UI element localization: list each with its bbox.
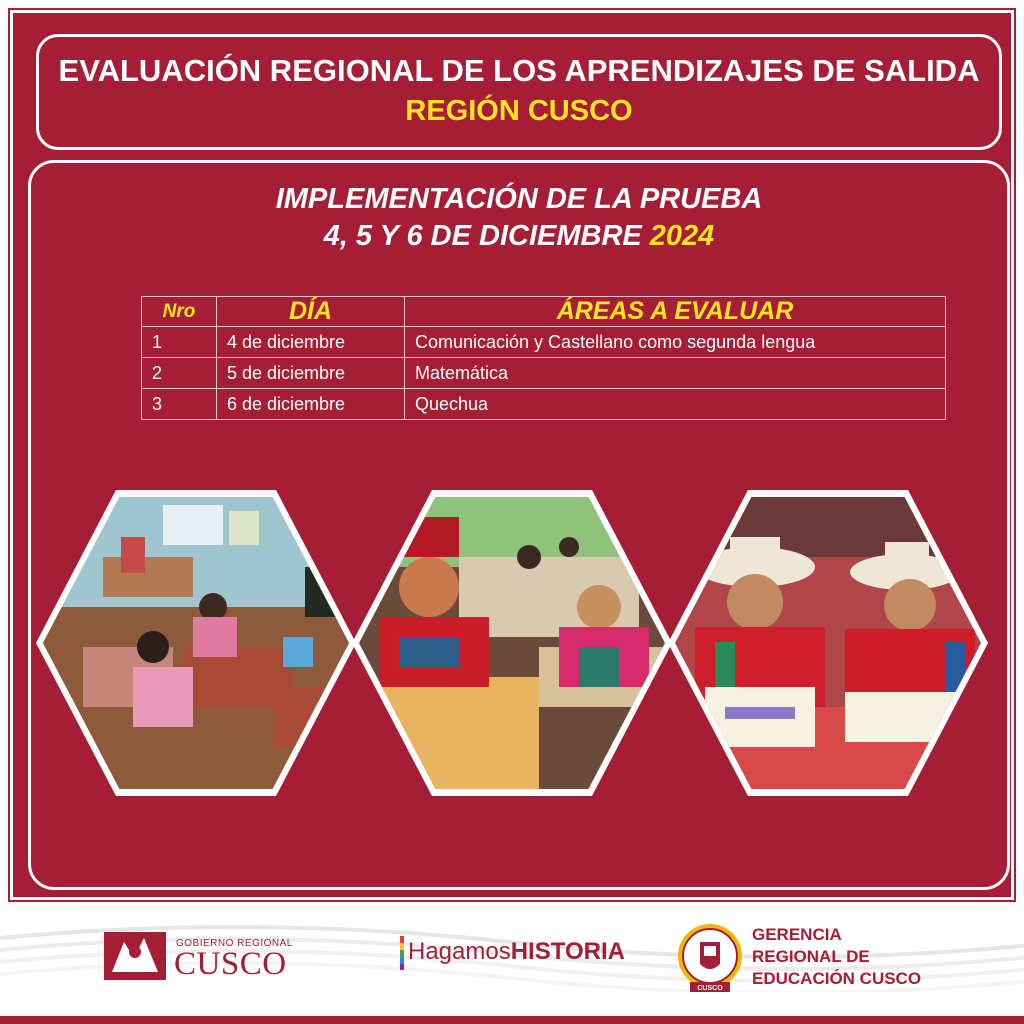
schedule-table (141, 296, 946, 420)
row-area: Matemática (405, 358, 946, 389)
historia-label: HISTORIA (510, 938, 625, 965)
schedule-header-dia: DÍA (217, 297, 405, 327)
table-row (142, 358, 946, 389)
cusco-emblem-icon (104, 928, 166, 984)
hagamos-label: Hagamos (408, 938, 511, 965)
row-nro: 2 (142, 358, 217, 389)
gerencia-seal-icon (676, 922, 744, 994)
hagamos-historia-text (408, 938, 625, 966)
row-dia: 6 de diciembre (217, 389, 405, 420)
schedule-header-areas: ÁREAS A EVALUAR (405, 297, 946, 327)
gobierno-regional-logo (104, 928, 304, 988)
gobierno-cusco-label: CUSCO (174, 946, 287, 982)
row-nro: 3 (142, 389, 217, 420)
gerencia-line-2: REGIONAL DE (752, 947, 870, 966)
schedule-header-row (142, 297, 946, 327)
seal-cusco-text: CUSCO (697, 985, 723, 992)
header-title: EVALUACIÓN REGIONAL DE LOS APRENDIZAJES DE SALIDA (58, 53, 980, 88)
implementation-dates-text: 4, 5 Y 6 DE DICIEMBRE (323, 220, 650, 252)
header-banner (36, 34, 1002, 150)
row-dia: 5 de diciembre (217, 358, 405, 389)
gerencia-regional-logo (676, 922, 946, 1002)
rainbow-bar-icon (400, 936, 404, 970)
gerencia-line-3: EDUCACIÓN CUSCO (752, 969, 922, 988)
implementation-year: 2024 (649, 220, 715, 252)
gerencia-line-1: GERENCIA (752, 925, 842, 944)
row-dia: 4 de diciembre (217, 327, 405, 358)
gobierno-regional-label: GOBIERNO REGIONAL (176, 938, 293, 949)
table-row (142, 389, 946, 420)
table-row (142, 327, 946, 358)
header-subtitle: REGIÓN CUSCO (405, 95, 633, 127)
gerencia-text (752, 924, 921, 990)
footer-bar (0, 1016, 1024, 1024)
row-area: Quechua (405, 389, 946, 420)
footer (0, 902, 1024, 1024)
row-nro: 1 (142, 327, 217, 358)
row-area: Comunicación y Castellano como segunda lengua (405, 327, 946, 358)
implementation-title: IMPLEMENTACIÓN DE LA PRUEBA (275, 183, 763, 215)
schedule-header-nro: Nro (142, 297, 217, 327)
implementation-dates (31, 220, 1007, 253)
